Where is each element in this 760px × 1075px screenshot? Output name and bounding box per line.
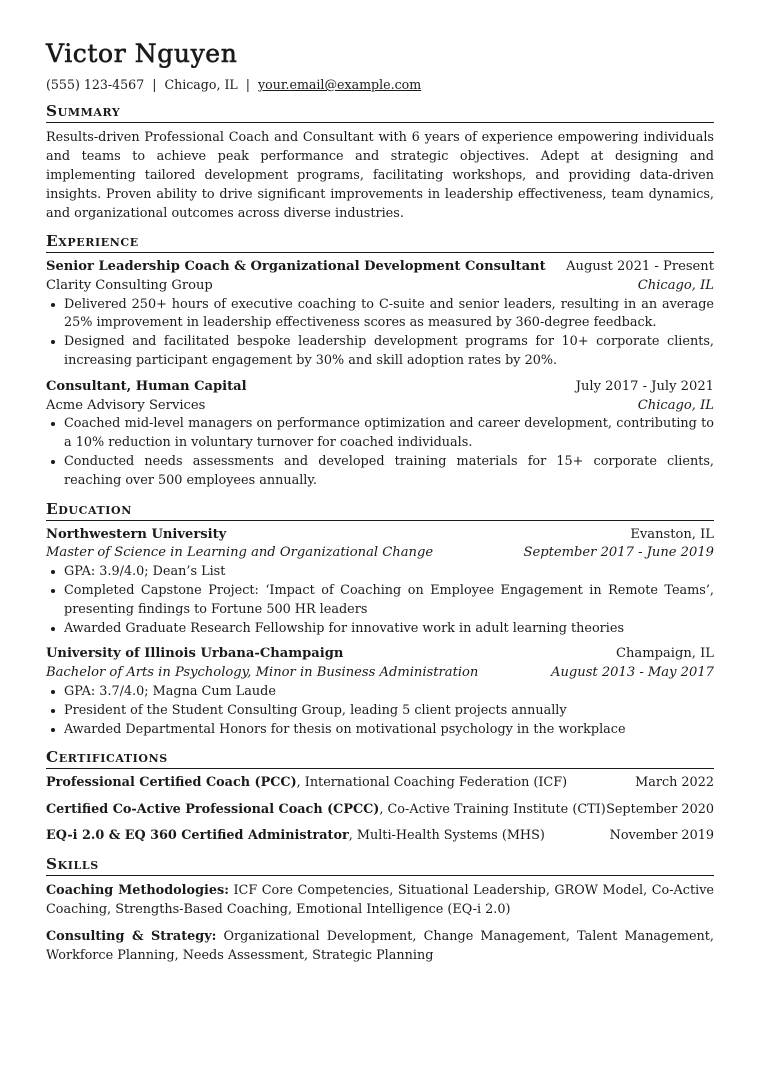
skill-group: [46, 881, 714, 919]
job-dates: July 2017 - July 2021: [575, 378, 714, 394]
bullet-icon: [51, 709, 55, 713]
experience-section: [46, 232, 714, 491]
section-title-summary: Summary: [46, 102, 714, 123]
education-bullets: [46, 683, 714, 739]
experience-entry: [46, 378, 714, 491]
certification-issuer: , International Coaching Federation (ICF): [296, 775, 568, 791]
skill-group: [46, 927, 714, 965]
bullet-icon: [51, 340, 55, 344]
certification-item: [46, 774, 714, 793]
bullet-text: Awarded Departmental Honors for thesis on motivational psychology in the workplace: [64, 721, 626, 737]
experience-entry: [46, 258, 714, 371]
school-name: University of Illinois Urbana-Champaign: [46, 646, 344, 662]
section-title-skills: Skills: [46, 855, 714, 876]
bullet-item: [46, 296, 714, 334]
bullet-item: [46, 333, 714, 371]
location-text: Chicago, IL: [164, 77, 238, 92]
degree-name: Bachelor of Arts in Psychology, Minor in Business Administration: [46, 665, 479, 681]
bullet-item: [46, 582, 714, 620]
bullet-text: Awarded Graduate Research Fellowship for innovative work in adult learning theories: [64, 620, 625, 636]
certification-issuer: , Multi-Health Systems (MHS): [348, 827, 545, 843]
education-bullets: [46, 563, 714, 638]
bullet-icon: [51, 422, 55, 426]
certification-date: March 2022: [635, 775, 714, 791]
bullet-item: [46, 453, 714, 491]
bullet-text: Completed Capstone Project: ‘Impact of Coaching on Employee Engagement in Remote Teams’, presenting findings to Fortune 500 HR leaders: [64, 582, 714, 617]
bullet-text: Conducted needs assessments and developed training materials for 15+ corporate clients, reaching over 500 employees annually.: [64, 453, 714, 488]
certification-name: EQ-i 2.0 & EQ 360 Certified Administrator: [46, 827, 349, 843]
job-title: Senior Leadership Coach & Organizational Development Consultant: [46, 259, 546, 274]
certification-issuer: , Co-Active Training Institute (CTI): [379, 801, 606, 817]
bullet-text: GPA: 3.7/4.0; Magna Cum Laude: [64, 683, 276, 699]
bullet-icon: [51, 303, 55, 307]
company-name: Acme Advisory Services: [46, 397, 206, 413]
bullet-icon: [51, 570, 55, 574]
bullet-text: Delivered 250+ hours of executive coaching to C-suite and senior leaders, resulting in an average 25% improvement in leadership effectiveness scores as measured by 360-degree feedback.: [64, 296, 714, 331]
job-bullets: [46, 296, 714, 371]
contact-line: [46, 76, 714, 93]
bullet-icon: [51, 589, 55, 593]
certifications-section: [46, 748, 714, 845]
certification-item: [46, 801, 714, 820]
bullet-item: [46, 620, 714, 639]
bullet-item: [46, 563, 714, 582]
job-location: Chicago, IL: [637, 397, 714, 413]
education-entry: [46, 645, 714, 739]
certification-date: September 2020: [606, 801, 714, 817]
skill-text: ICF Core Competencies, Situational Leadership, GROW Model, Co-Active Coaching, Strengths-Based Coaching, Emotional Intelligence (EQ-i 2.0): [46, 882, 715, 917]
education-section: [46, 500, 714, 740]
email-link[interactable]: your.email@example.com: [258, 77, 422, 92]
education-dates: August 2013 - May 2017: [550, 665, 714, 681]
bullet-item: [46, 702, 714, 721]
skills-section: [46, 855, 714, 965]
contact-separator: |: [245, 77, 251, 92]
school-location: Champaign, IL: [615, 646, 714, 662]
school-name: Northwestern University: [46, 526, 227, 542]
certification-date: November 2019: [609, 827, 714, 843]
certification-item: [46, 827, 714, 846]
skill-text: Organizational Development, Change Management, Talent Management, Workforce Planning, Needs Assessment, Strategic Planning: [46, 928, 714, 963]
bullet-text: Designed and facilitated bespoke leadership development programs for 10+ corporate clients, increasing participant engagement by 30% and skill adoption rates by 20%.: [64, 334, 714, 368]
company-name: Clarity Consulting Group: [46, 277, 213, 293]
summary-section: [46, 102, 714, 223]
job-location: Chicago, IL: [637, 277, 714, 293]
job-title: Consultant, Human Capital: [46, 378, 247, 394]
bullet-icon: [51, 627, 55, 631]
contact-separator: |: [152, 77, 157, 92]
skill-label: Coaching Methodologies:: [46, 882, 229, 898]
candidate-name: Victor Nguyen: [46, 39, 238, 68]
bullet-icon: [51, 460, 55, 464]
bullet-icon: [51, 728, 55, 732]
bullet-text: Coached mid-level managers on performance optimization and career development, contributing to a 10% reduction in voluntary turnover for coached individuals.: [64, 416, 714, 451]
bullet-text: GPA: 3.9/4.0; Dean’s List: [64, 564, 226, 580]
section-title-experience: Experience: [46, 232, 714, 253]
skill-label: Consulting & Strategy:: [46, 928, 217, 944]
bullet-icon: [51, 690, 55, 694]
phone-number: (555) 123-4567: [46, 77, 145, 92]
school-location: Evanston, IL: [630, 526, 714, 542]
summary-text: Results-driven Professional Coach and Consultant with 6 years of experience empowering individuals and teams to achieve peak performance and strategic objectives. Adept at designing and implementing tailored development programs, facilitating workshops, and providing data-driven insights. Proven ability to drive significant improvements in leadership effectiveness, team dynamics, and organizational outcomes across diverse industries.: [46, 130, 714, 221]
bullet-item: [46, 721, 714, 740]
job-bullets: [46, 415, 714, 490]
resume-page: [46, 38, 714, 965]
section-title-education: Education: [46, 500, 714, 521]
education-entry: [46, 526, 714, 639]
bullet-item: [46, 683, 714, 702]
job-dates: August 2021 - Present: [566, 259, 714, 274]
degree-name: Master of Science in Learning and Organizational Change: [46, 545, 434, 561]
certification-name: Certified Co-Active Professional Coach (CPCC): [46, 801, 380, 817]
section-title-certifications: Certifications: [46, 748, 714, 769]
bullet-text: President of the Student Consulting Group, leading 5 client projects annually: [64, 702, 567, 718]
bullet-item: [46, 415, 714, 453]
education-dates: September 2017 - June 2019: [523, 545, 714, 561]
resume-header: [46, 38, 714, 93]
certification-name: Professional Certified Coach (PCC): [46, 775, 297, 791]
